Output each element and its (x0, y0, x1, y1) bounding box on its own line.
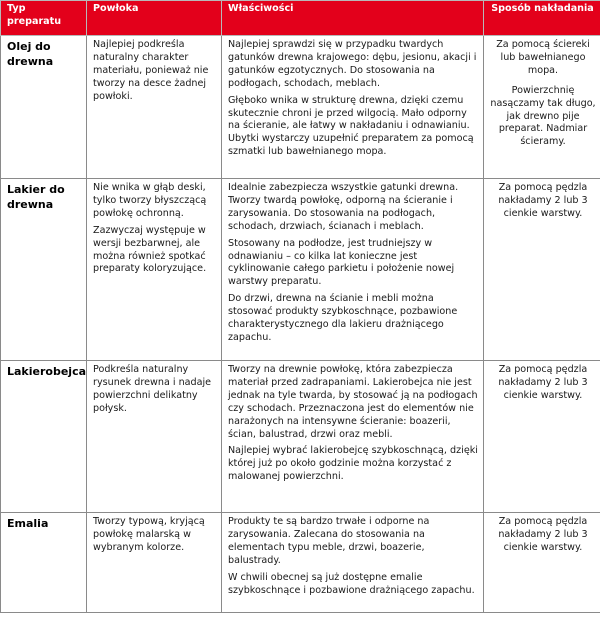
coating-text: Najlepiej podkreśla naturalny charakter materiału, ponieważ nie tworzy na desce żadnej powłoki. (93, 39, 209, 102)
properties-cell (222, 36, 484, 179)
table-row (1, 179, 600, 361)
application-text: Za pomocą pędzla nakładamy 2 lub 3 cienkie warstwy. (498, 364, 588, 401)
coating-text: Nie wnika w głąb deski, tylko tworzy błyszczącą powłokę ochronną. (93, 182, 207, 219)
properties-text: W chwili obecnej są już dostępne emalie szybkoschnące i pozbawione drażniącego zapachu. (228, 571, 475, 596)
table-row (1, 513, 600, 613)
type-cell: Lakier do drewna (1, 179, 87, 361)
properties-text: Stosowany na podłodze, jest trudniejszy w odnawianiu – co kilka lat konieczne jest cyklinowanie całego parkietu i położenie nowej warstwy preparatu. (228, 237, 455, 288)
properties-text: Idealnie zabezpiecza wszystkie gatunki drewna. Tworzy twardą powłokę, odporną na ścieranie i zarysowania. Do stosowania na podłogach, schodach, drzwiach, ścianach i meblach. (228, 182, 459, 232)
properties-cell (222, 179, 484, 361)
application-cell (484, 513, 600, 613)
application-cell (484, 36, 600, 179)
application-text: Za pomocą pędzla nakładamy 2 lub 3 cienkie warstwy. (498, 516, 588, 553)
application-text: Za pomocą pędzla nakładamy 2 lub 3 cienkie warstwy. (498, 182, 588, 219)
table-row (1, 36, 600, 179)
coating-cell (87, 361, 222, 513)
type-cell: Lakierobejca (1, 361, 87, 513)
coating-text: Tworzy typową, kryjącą powłokę malarską w wybranym kolorze. (93, 516, 205, 553)
properties-text: Najlepiej sprawdzi się w przypadku twardych gatunków drewna krajowego: dębu, jesionu, akacji i gatunków egzotycznych. Do stosowania na podłogach, schodach, meblach. (228, 39, 477, 89)
application-text: Za pomocą ściereki lub bawełnianego mopa. (496, 39, 590, 76)
table-row (1, 361, 600, 513)
properties-text: Głęboko wnika w strukturę drewna, dzięki czemu skutecznie chroni je przed wilgocią. Mało odporny na ścieranie, ale łatwy w nakładaniu i odnawianiu. Ubytki wystarczy uzupełnić preparatem za pomocą szmatki lub bawełnianego mopa. (228, 94, 474, 158)
properties-text: Produkty te są bardzo trwałe i odporne na zarysowania. Zalecana do stosowania na elementach typu meble, drzwi, boazerie, balustrady. (228, 516, 430, 566)
properties-text: Tworzy na drewnie powłokę, która zabezpiecza materiał przed zadrapaniami. Lakierobejca nie jest jednak na tyle twarda, by stosować ją na podłogach czy schodach. Przeznaczona jest do elementów nie narażonych na intensywne ścieranie: boazerii, ścian, balustrad, drzwi oraz mebli. (228, 364, 478, 440)
table-header-row (1, 1, 600, 36)
header-type: Typ preparatu (1, 1, 87, 36)
header-coating: Powłoka (87, 1, 222, 36)
coating-text: Zazwyczaj występuje w wersji bezbarwnej, ale można również spotkać preparaty koloryzujące. (93, 224, 207, 275)
application-cell (484, 179, 600, 361)
coating-cell (87, 513, 222, 613)
type-cell: Olej do drewna (1, 36, 87, 179)
properties-cell (222, 513, 484, 613)
coating-cell (87, 179, 222, 361)
type-cell: Emalia (1, 513, 87, 613)
application-text: Powierzchnię nasączamy tak długo, jak drewno pije preparat. Nadmiar ścieramy. (490, 84, 596, 148)
properties-text: Do drzwi, drewna na ścianie i mebli można stosować produkty szybkoschnące, pozbawione charakterystycznego dla lakieru drażniącego zapachu. (228, 293, 458, 343)
properties-text: Najlepiej wybrać lakierobejcę szybkoschnącą, dzięki której już po około godzinie można korzystać z malowanej powierzchni. (228, 445, 478, 483)
properties-cell (222, 361, 484, 513)
header-application: Sposób nakładania (484, 1, 600, 36)
header-properties: Właściwości (222, 1, 484, 36)
application-cell (484, 361, 600, 513)
coating-cell (87, 36, 222, 179)
coating-text: Podkreśla naturalny rysunek drewna i nadaje powierzchni delikatny połysk. (93, 364, 212, 414)
